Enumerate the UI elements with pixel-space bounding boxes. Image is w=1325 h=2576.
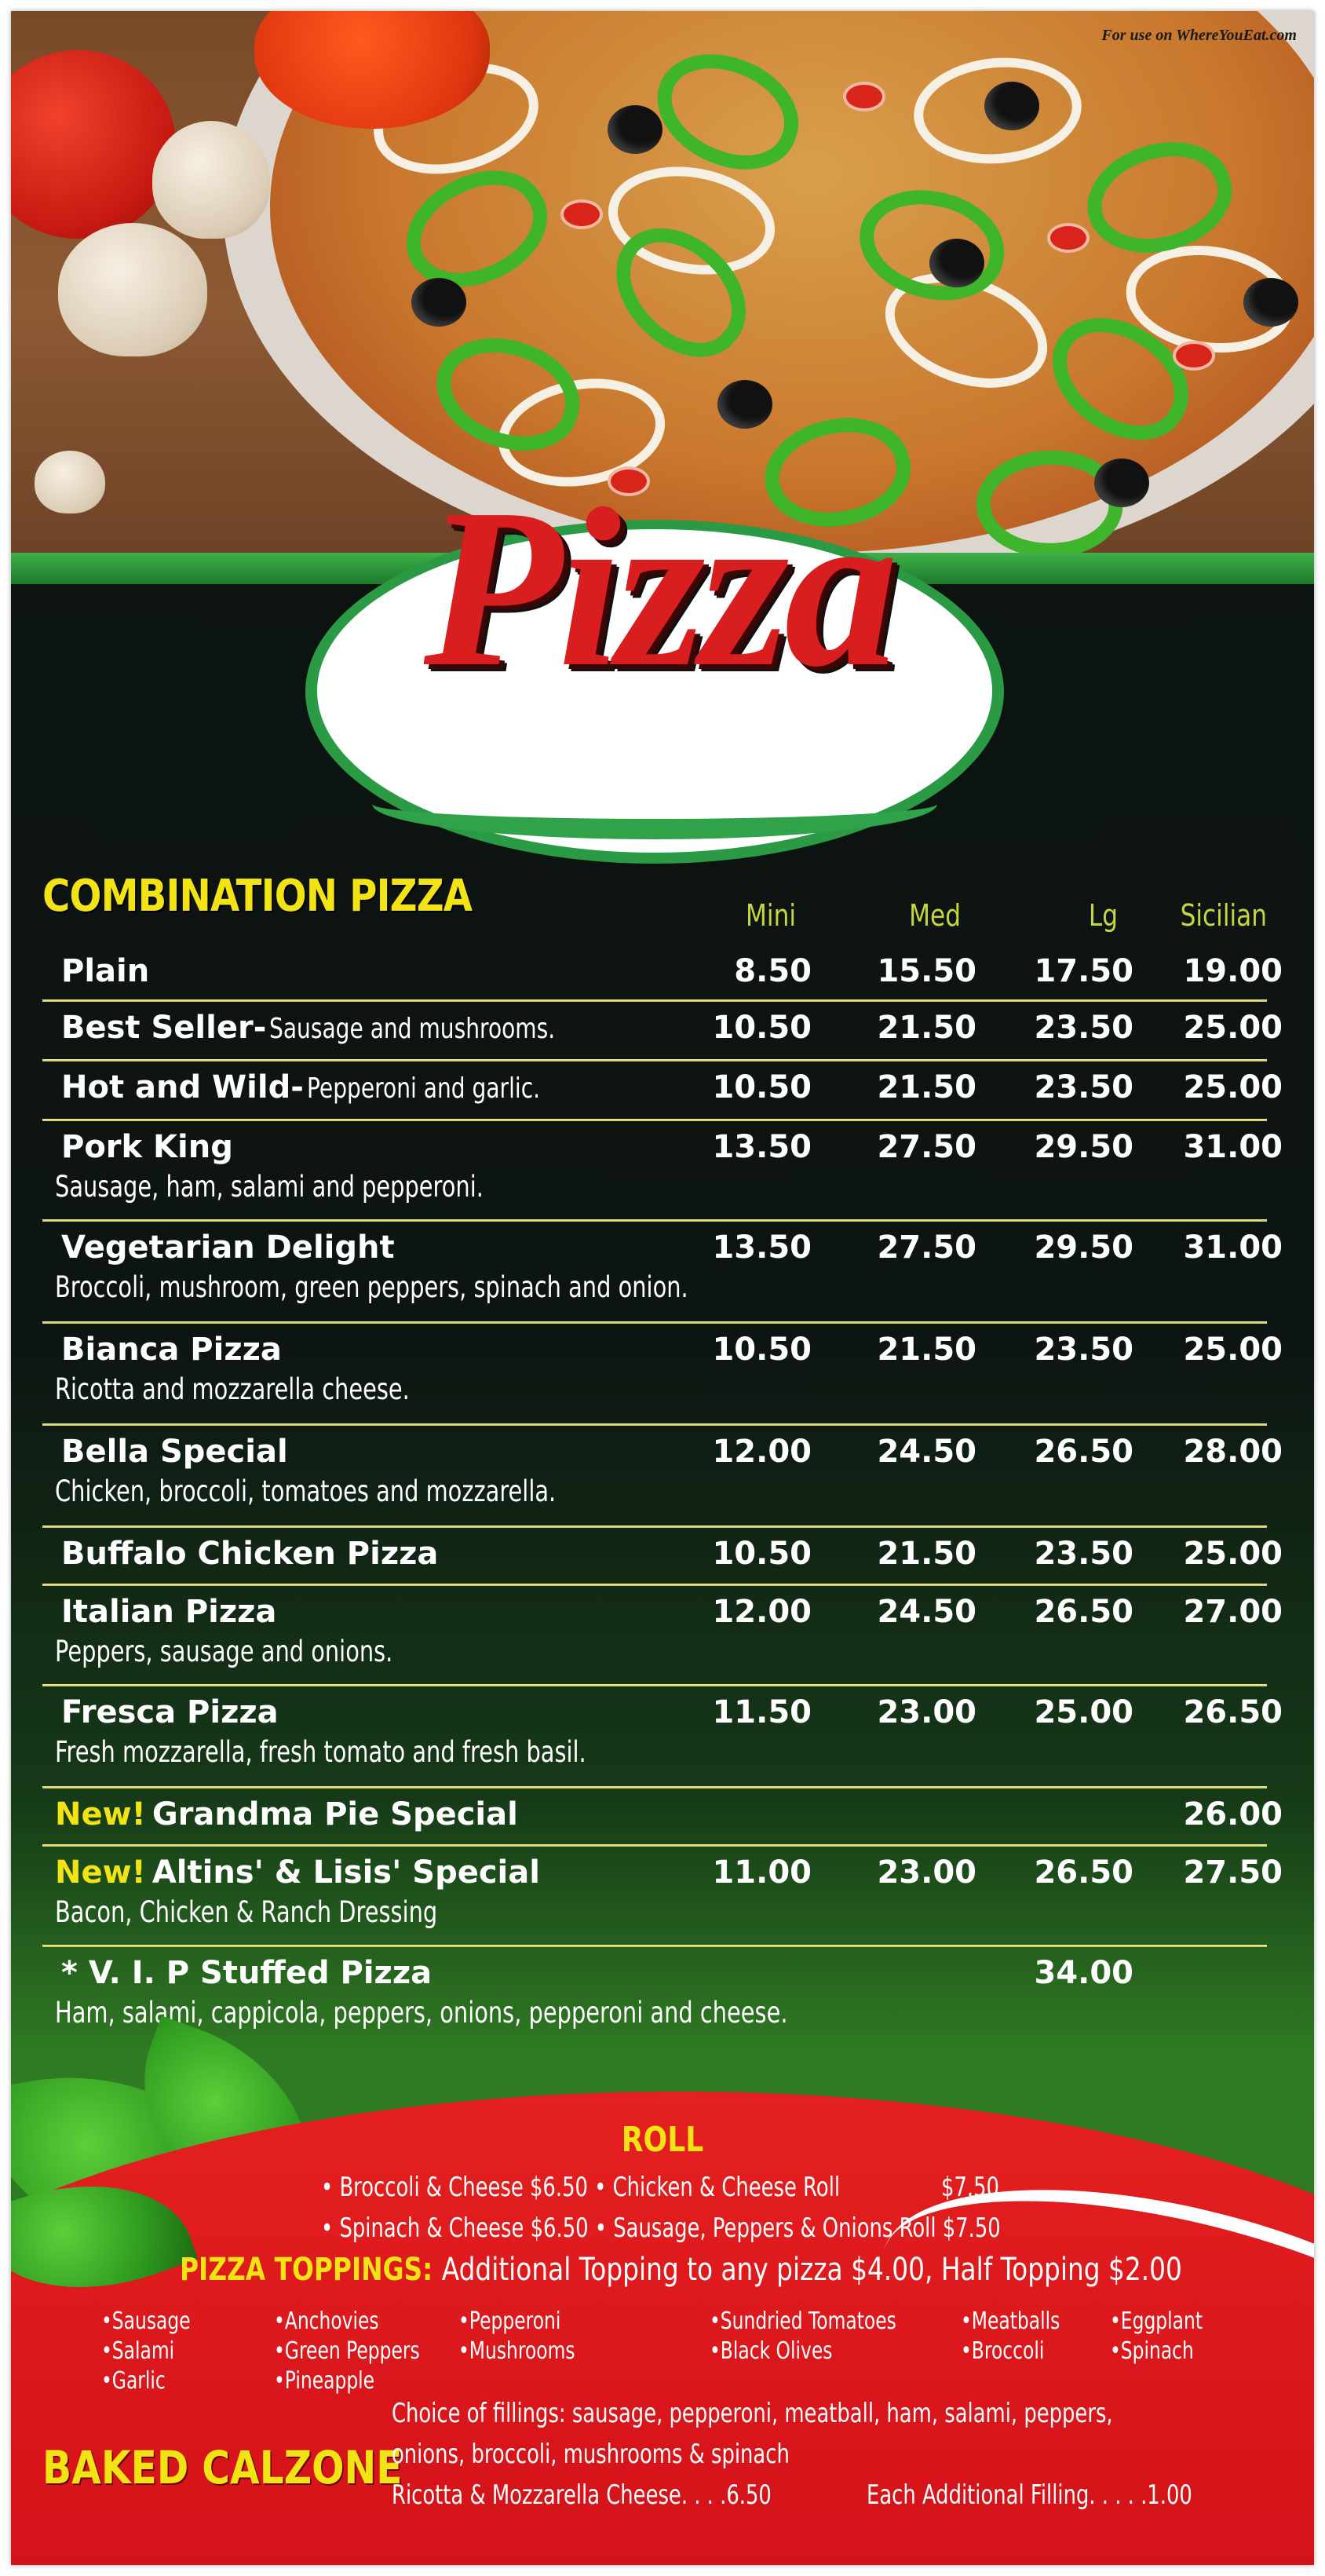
price-mini: 10.50 <box>712 1069 812 1105</box>
size-header-med: Med <box>909 898 961 933</box>
menu-item <box>42 1586 1283 1686</box>
price-lg: 17.50 <box>1034 953 1133 989</box>
chili-slice <box>843 82 885 111</box>
price-mini: 11.50 <box>712 1694 812 1730</box>
price-med: 27.50 <box>877 1230 976 1266</box>
menu-item <box>42 1528 1283 1586</box>
olive <box>984 82 1039 130</box>
item-title: Buffalo Chicken Pizza <box>61 1536 439 1572</box>
price-sicilian: 25.00 <box>1183 1010 1283 1046</box>
roll-line-2: • Spinach & Cheese $6.50 • Sausage, Peppers & Onions Roll $7.50 <box>321 2212 1001 2244</box>
item-name <box>55 1594 279 1630</box>
item-title: Bella Special <box>61 1434 288 1470</box>
price-med: 23.00 <box>877 1854 976 1891</box>
item-description: Chicken, broccoli, tomatoes and mozzarella. <box>55 1474 557 1508</box>
topping-item: • Green Peppers <box>274 2337 420 2366</box>
price-sicilian: 31.00 <box>1183 1129 1283 1165</box>
price-sicilian: 25.00 <box>1183 1536 1283 1572</box>
olive <box>1094 459 1149 507</box>
price-lg: 25.00 <box>1034 1694 1133 1730</box>
menu-item <box>42 945 1283 1002</box>
toppings-column <box>458 2307 575 2366</box>
topping-item: • Black Olives <box>710 2337 896 2366</box>
item-inline-description: Pepperoni and garlic. <box>306 1072 540 1105</box>
toppings-column <box>710 2307 896 2366</box>
menu-item <box>42 1789 1283 1847</box>
item-name <box>55 1434 291 1470</box>
topping-item: • Pepperoni <box>458 2307 575 2337</box>
item-name <box>55 1069 606 1105</box>
item-name <box>55 1332 285 1368</box>
pizza-logo: Pizza <box>423 462 894 714</box>
garlic-bulb <box>152 121 270 239</box>
topping-item: • Meatballs <box>961 2307 1060 2337</box>
price-med: 21.50 <box>877 1332 976 1368</box>
item-description: Ham, salami, cappicola, peppers, onions, pepperoni and cheese. <box>55 1996 788 2030</box>
menu-item <box>42 1686 1283 1789</box>
chili-slice <box>1047 223 1090 253</box>
price-sicilian: 25.00 <box>1183 1069 1283 1105</box>
price-sicilian: 26.00 <box>1183 1796 1283 1832</box>
chili-slice <box>560 199 603 229</box>
toppings-column <box>961 2307 1060 2366</box>
price-sicilian: 19.00 <box>1183 953 1283 989</box>
topping-item: • Garlic <box>101 2366 191 2396</box>
item-name <box>55 1854 543 1891</box>
price-mini: 11.00 <box>712 1854 812 1891</box>
item-description: Bacon, Chicken & Ranch Dressing <box>55 1895 438 1929</box>
menu-item <box>42 1324 1283 1426</box>
item-name <box>55 1536 441 1572</box>
item-name <box>55 1796 521 1832</box>
topping-item: • Salami <box>101 2337 191 2366</box>
item-title: Vegetarian Delight <box>61 1230 395 1266</box>
topping-item: • Eggplant <box>1110 2307 1203 2337</box>
topping-item: • Spinach <box>1110 2337 1203 2366</box>
item-title: Grandma Pie Special <box>151 1796 518 1832</box>
price-med: 24.50 <box>877 1594 976 1630</box>
size-header-mini: Mini <box>746 898 796 933</box>
item-description: Broccoli, mushroom, green peppers, spinach and onion. <box>55 1270 688 1304</box>
garlic-bulb <box>58 223 207 356</box>
price-med: 15.50 <box>877 953 976 989</box>
calzone-title: BAKED CALZONE <box>42 2441 403 2494</box>
price-med: 24.50 <box>877 1434 976 1470</box>
item-name <box>55 1955 435 1991</box>
tomato <box>11 50 176 239</box>
item-description: Fresh mozzarella, fresh tomato and fresh basil. <box>55 1735 586 1769</box>
price-med: 27.50 <box>877 1129 976 1165</box>
item-title: Pork King <box>61 1129 233 1165</box>
price-lg: 34.00 <box>1034 1955 1133 1991</box>
price-mini: 13.50 <box>712 1129 812 1165</box>
menu-item <box>42 1222 1283 1324</box>
topping-item: • Mushrooms <box>458 2337 575 2366</box>
size-header-lg: Lg <box>1088 898 1118 933</box>
price-med: 21.50 <box>877 1010 976 1046</box>
item-title: Bianca Pizza <box>61 1332 282 1368</box>
price-lg: 23.50 <box>1034 1010 1133 1046</box>
item-name <box>55 1694 282 1730</box>
price-sicilian: 28.00 <box>1183 1434 1283 1470</box>
item-name <box>55 1010 636 1046</box>
new-badge: New! <box>55 1854 146 1891</box>
toppings-column <box>101 2307 191 2396</box>
olive <box>929 239 984 287</box>
olive <box>717 380 772 429</box>
item-name <box>55 953 152 989</box>
price-sicilian: 27.00 <box>1183 1594 1283 1630</box>
item-title: Best Seller- <box>61 1010 267 1046</box>
price-sicilian: 26.50 <box>1183 1694 1283 1730</box>
topping-item: • Sausage <box>101 2307 191 2337</box>
price-mini: 12.00 <box>712 1434 812 1470</box>
price-mini: 12.00 <box>712 1594 812 1630</box>
item-title: Plain <box>61 953 150 989</box>
price-mini: 8.50 <box>734 953 812 989</box>
item-description: Peppers, sausage and onions. <box>55 1635 393 1668</box>
item-name <box>55 1129 236 1165</box>
item-title: Italian Pizza <box>61 1594 277 1630</box>
menu-item <box>42 1947 1267 2049</box>
price-lg: 26.50 <box>1034 1854 1133 1891</box>
item-title: * V. I. P Stuffed Pizza <box>61 1955 433 1991</box>
price-lg: 23.50 <box>1034 1332 1133 1368</box>
price-mini: 10.50 <box>712 1536 812 1572</box>
olive <box>608 105 662 154</box>
toppings-column <box>1110 2307 1203 2366</box>
topping-item: • Pineapple <box>274 2366 420 2396</box>
toppings-label: PIZZA TOPPINGS: <box>180 2252 433 2288</box>
menu-item <box>42 1002 1283 1061</box>
roll-line-1: • Broccoli & Cheese $6.50 • Chicken & Cheese Roll <box>321 2172 841 2203</box>
price-mini: 13.50 <box>712 1230 812 1266</box>
price-lg: 26.50 <box>1034 1434 1133 1470</box>
calzone-line-1: Choice of fillings: sausage, pepperoni, meatball, ham, salami, peppers, <box>392 2398 1113 2429</box>
item-title: Altins' & Lisis' Special <box>151 1854 540 1891</box>
item-description: Ricotta and mozzarella cheese. <box>55 1372 410 1406</box>
new-badge: New! <box>55 1796 146 1832</box>
menu-page <box>11 11 1314 2565</box>
olive <box>411 278 466 327</box>
item-title: Fresca Pizza <box>61 1694 279 1730</box>
olive <box>1243 278 1298 327</box>
topping-item: • Sundried Tomatoes <box>710 2307 896 2337</box>
price-sicilian: 27.50 <box>1183 1854 1283 1891</box>
section-title: COMBINATION PIZZA <box>42 871 473 922</box>
logo-swoosh <box>372 769 937 839</box>
garlic-clove <box>35 451 105 513</box>
price-lg: 23.50 <box>1034 1536 1133 1572</box>
toppings-subtitle: Additional Topping to any pizza $4.00, Half Topping $2.00 <box>441 2252 1182 2288</box>
price-mini: 10.50 <box>712 1010 812 1046</box>
roll-title: ROLL <box>621 2120 704 2160</box>
menu-item <box>42 1061 1283 1121</box>
price-mini: 10.50 <box>712 1332 812 1368</box>
menu-item <box>42 1426 1283 1528</box>
price-med: 21.50 <box>877 1536 976 1572</box>
item-name <box>55 1230 398 1266</box>
toppings-title <box>180 2252 1182 2288</box>
topping-item: • Broccoli <box>961 2337 1060 2366</box>
price-lg: 29.50 <box>1034 1230 1133 1266</box>
calzone-line-2: onions, broccoli, mushrooms & spinach <box>392 2439 790 2470</box>
price-lg: 29.50 <box>1034 1129 1133 1165</box>
price-med: 23.00 <box>877 1694 976 1730</box>
chili-slice <box>1173 341 1215 371</box>
price-sicilian: 25.00 <box>1183 1332 1283 1368</box>
menu-item <box>42 1847 1283 1947</box>
roll-line-1-price: $7.50 <box>941 2172 999 2203</box>
calzone-additional-line: Each Additional Filling. . . . .1.00 <box>867 2479 1192 2511</box>
price-sicilian: 31.00 <box>1183 1230 1283 1266</box>
topping-item: • Anchovies <box>274 2307 420 2337</box>
price-med: 21.50 <box>877 1069 976 1105</box>
item-title: Hot and Wild- <box>61 1069 304 1105</box>
price-lg: 23.50 <box>1034 1069 1133 1105</box>
menu-item <box>42 1121 1283 1222</box>
size-header-sicilian: Sicilian <box>1180 898 1267 933</box>
item-inline-description: Sausage and mushrooms. <box>269 1013 556 1045</box>
toppings-column <box>274 2307 420 2396</box>
calzone-price-line: Ricotta & Mozzarella Cheese. . . .6.50 <box>392 2479 772 2511</box>
price-lg: 26.50 <box>1034 1594 1133 1630</box>
item-description: Sausage, ham, salami and pepperoni. <box>55 1170 484 1204</box>
watermark: For use on WhereYouEat.com <box>1101 27 1297 44</box>
